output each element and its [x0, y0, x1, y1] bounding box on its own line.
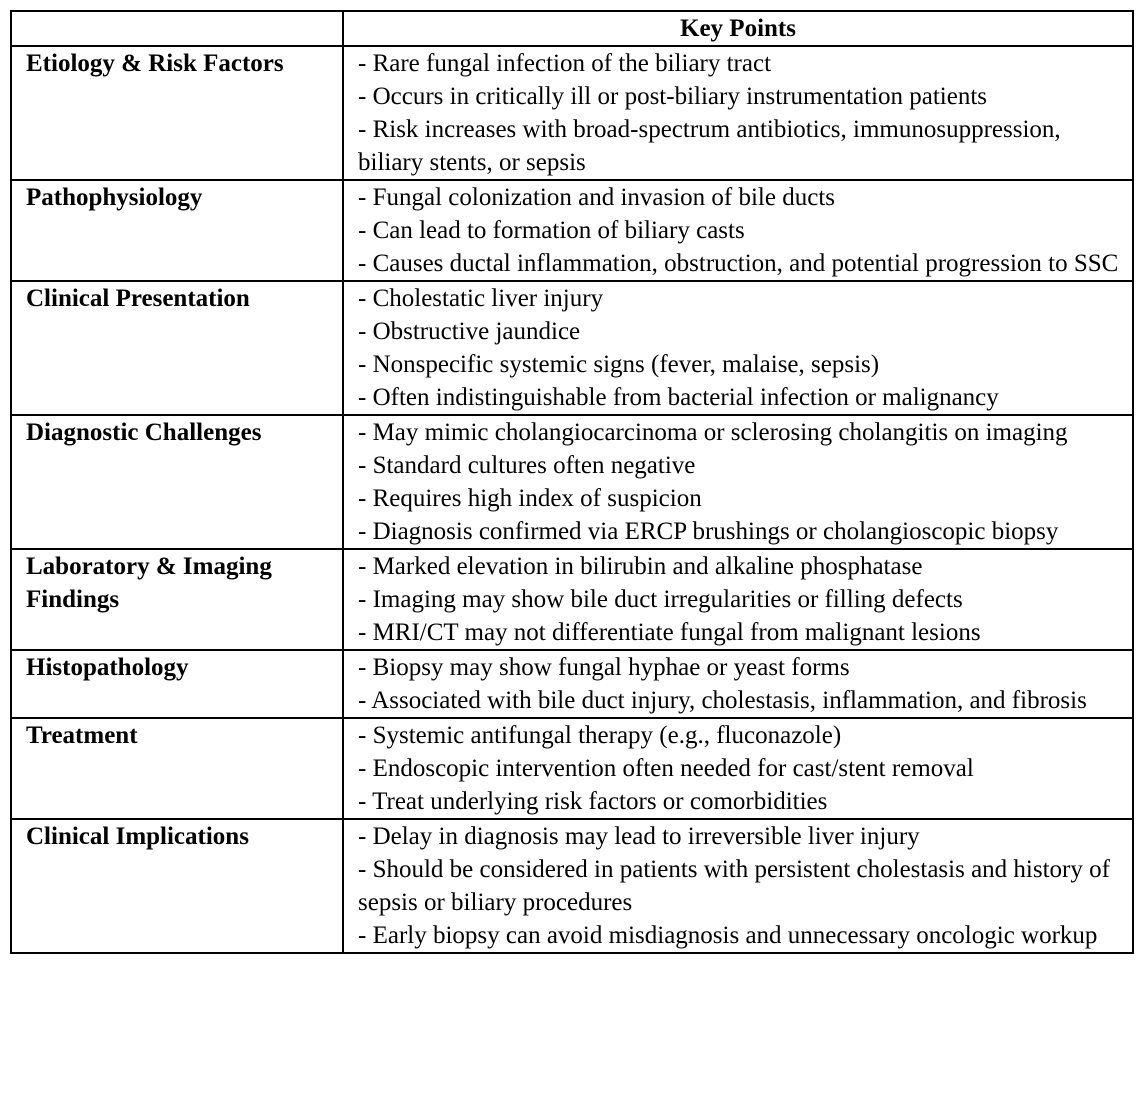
- key-point: - Rare fungal infection of the biliary tract: [358, 50, 772, 77]
- key-point: - Can lead to formation of biliary casts: [358, 217, 745, 244]
- table-row: [11, 549, 1133, 650]
- table-row: [11, 718, 1133, 819]
- key-point: - Standard cultures often negative: [358, 452, 696, 479]
- key-point: - Imaging may show bile duct irregularities or filling defects: [358, 586, 963, 613]
- key-point: - Diagnosis confirmed via ERCP brushings or cholangioscopic biopsy: [358, 518, 1059, 545]
- key-point: - Obstructive jaundice: [358, 318, 581, 345]
- row-topic: Pathophysiology: [11, 180, 343, 281]
- key-point: - Often indistinguishable from bacterial infection or malignancy: [358, 384, 999, 411]
- key-point: - Treat underlying risk factors or comorbidities: [358, 788, 828, 815]
- row-topic: Clinical Implications: [11, 819, 343, 953]
- key-points-table: [10, 10, 1134, 954]
- key-point: - Endoscopic intervention often needed for cast/stent removal: [358, 755, 974, 782]
- key-point: - Risk increases with broad-spectrum antibiotics, immunosuppression, biliary stents, or sepsis: [358, 116, 1061, 176]
- header-key-points: Key Points: [343, 11, 1133, 46]
- row-topic: Treatment: [11, 718, 343, 819]
- key-point: - Biopsy may show fungal hyphae or yeast forms: [358, 654, 850, 681]
- table-header-row: [11, 11, 1133, 46]
- key-point: - Should be considered in patients with persistent cholestasis and history of sepsis or biliary procedures: [358, 856, 1110, 916]
- header-topic-cell: [11, 11, 343, 46]
- row-topic: Laboratory & Imaging Findings: [11, 549, 343, 650]
- row-key-points: [343, 281, 1133, 415]
- key-point: - Marked elevation in bilirubin and alkaline phosphatase: [358, 553, 923, 580]
- row-key-points: [343, 415, 1133, 549]
- key-point: - Early biopsy can avoid misdiagnosis and unnecessary oncologic workup: [358, 922, 1098, 949]
- key-point: - Cholestatic liver injury: [358, 285, 604, 312]
- row-key-points: [343, 180, 1133, 281]
- row-key-points: [343, 718, 1133, 819]
- key-point: - Causes ductal inflammation, obstruction, and potential progression to SSC: [358, 250, 1119, 277]
- key-point: - Systemic antifungal therapy (e.g., fluconazole): [358, 722, 842, 749]
- key-point: - MRI/CT may not differentiate fungal from malignant lesions: [358, 619, 981, 646]
- key-point: - Delay in diagnosis may lead to irreversible liver injury: [358, 823, 920, 850]
- table-row: [11, 650, 1133, 718]
- table-row: [11, 180, 1133, 281]
- row-key-points: [343, 46, 1133, 180]
- key-point: - Occurs in critically ill or post-biliary instrumentation patients: [358, 83, 988, 110]
- key-point: - Nonspecific systemic signs (fever, malaise, sepsis): [358, 351, 880, 378]
- key-point: - Requires high index of suspicion: [358, 485, 702, 512]
- key-point: - Associated with bile duct injury, cholestasis, inflammation, and fibrosis: [358, 687, 1087, 714]
- table-row: [11, 819, 1133, 953]
- key-point: - Fungal colonization and invasion of bile ducts: [358, 184, 835, 211]
- row-key-points: [343, 819, 1133, 953]
- table-row: [11, 281, 1133, 415]
- table-row: [11, 46, 1133, 180]
- row-topic: Clinical Presentation: [11, 281, 343, 415]
- row-topic: Histopathology: [11, 650, 343, 718]
- table-row: [11, 415, 1133, 549]
- key-point: - May mimic cholangiocarcinoma or sclerosing cholangitis on imaging: [358, 419, 1068, 446]
- row-topic: Etiology & Risk Factors: [11, 46, 343, 180]
- row-key-points: [343, 650, 1133, 718]
- row-key-points: [343, 549, 1133, 650]
- row-topic: Diagnostic Challenges: [11, 415, 343, 549]
